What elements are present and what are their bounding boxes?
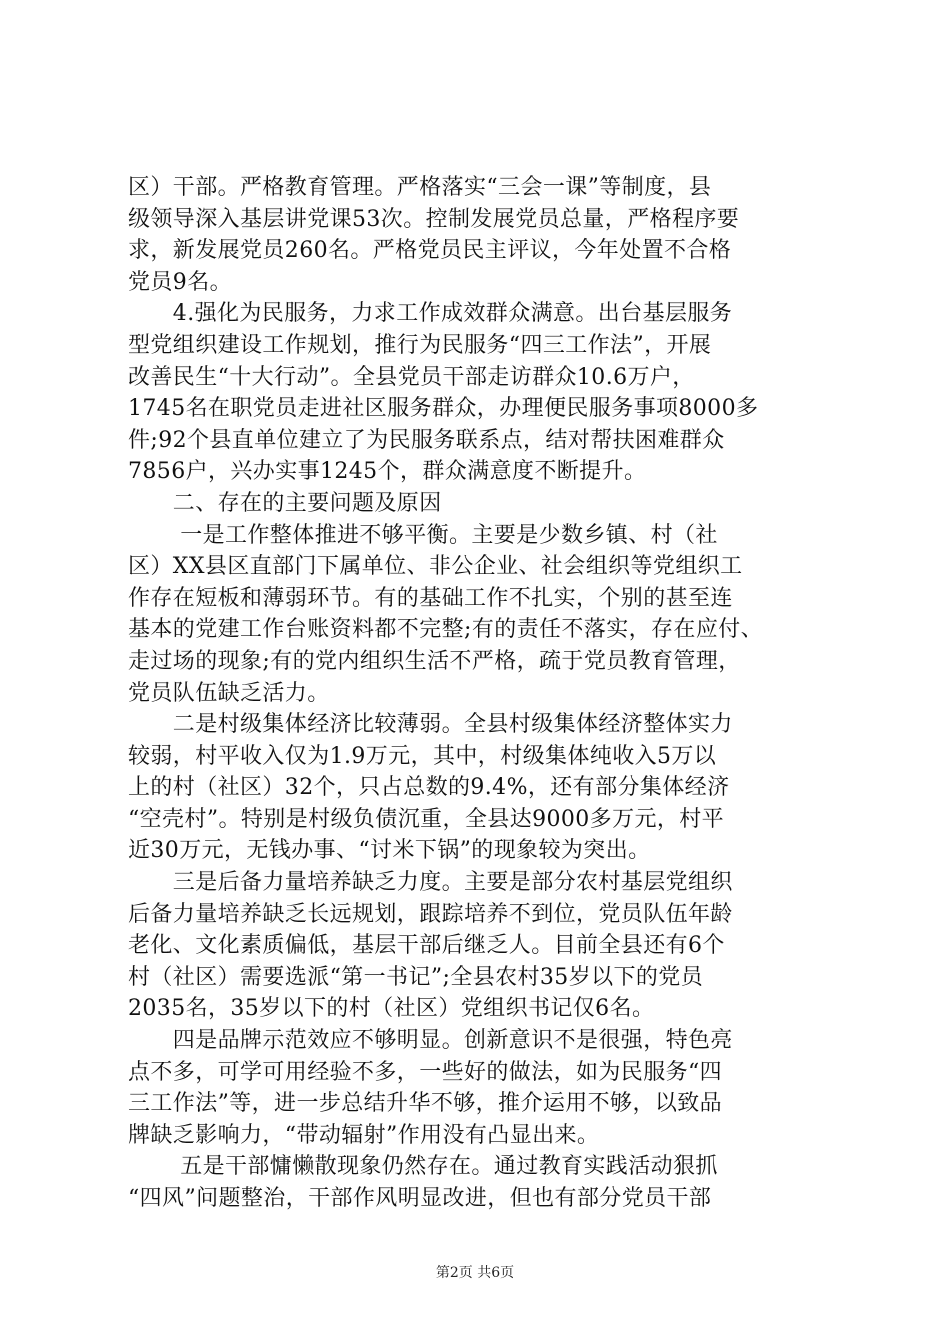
text-line: 求，新发展党员260名。严格党员民主评议，今年处置不合格 — [128, 238, 732, 264]
text-line: 较弱，村平收入仅为1.9万元，其中，村级集体纯收入5万以 — [128, 743, 717, 769]
text-line: 一是工作整体推进不够平衡。主要是少数乡镇、村（社 — [128, 522, 718, 548]
text-line: 上的村（社区）32个，只占总数的9.4%，还有部分集体经济 — [128, 775, 730, 801]
text-line: 区）干部。严格教育管理。严格落实“三会一课”等制度，县 — [128, 175, 712, 200]
text-line: 2035名，35岁以下的村（社区）党组织书记仅6名。 — [128, 996, 655, 1022]
text-line: 四是品牌示范效应不够明显。创新意识不是很强，特色亮 — [128, 1028, 733, 1054]
text-line: 级领导深入基层讲党课53次。控制发展党员总量，严格程序要 — [128, 206, 740, 232]
text-line: 区）XX县区直部门下属单位、非公企业、社会组织等党组织工 — [128, 554, 743, 580]
text-line: 老化、文化素质偏低，基层干部后继乏人。目前全县还有6个 — [128, 933, 725, 959]
text-line: “四风”问题整治，干部作风明显改进，但也有部分党员干部 — [128, 1186, 712, 1211]
document-body — [128, 172, 828, 1215]
text-line: 后备力量培养缺乏长远规划，跟踪培养不到位，党员队伍年龄 — [128, 901, 733, 927]
text-line: 党员9名。 — [128, 269, 232, 295]
page-number-footer: 第2页 共6页 — [435, 1265, 515, 1281]
section-heading: 二、存在的主要问题及原因 — [128, 490, 442, 516]
text-line: 7856户，兴办实事1245个，群众满意度不断提升。 — [128, 459, 647, 485]
text-line: 改善民生“十大行动”。全县党员干部走访群众10.6万户， — [128, 364, 695, 390]
text-line: 党员队伍缺乏活力。 — [128, 680, 330, 706]
text-line: 4.强化为民服务，力求工作成效群众满意。出台基层服务 — [128, 301, 733, 327]
text-line: 件;92个县直单位建立了为民服务联系点，结对帮扶困难群众 — [128, 427, 725, 453]
text-line: 五是干部慵懒散现象仍然存在。通过教育实践活动狠抓 — [128, 1154, 718, 1180]
text-line: “空壳村”。特别是村级负债沉重，全县达9000多万元，村平 — [128, 806, 725, 832]
text-line: 近30万元，无钱办事、“讨米下锅”的现象较为突出。 — [128, 838, 651, 864]
text-line: 型党组织建设工作规划，推行为民服务“四三工作法”，开展 — [128, 332, 712, 358]
text-line: 1745名在职党员走进社区服务群众，办理便民服务事项8000多 — [128, 396, 759, 422]
text-line: 村（社区）需要选派“第一书记”;全县农村35岁以下的党员 — [128, 964, 704, 990]
text-line: 牌缺乏影响力，“带动辐射”作用没有凸显出来。 — [128, 1122, 600, 1148]
text-line: 三是后备力量培养缺乏力度。主要是部分农村基层党组织 — [128, 870, 733, 896]
text-line: 基本的党建工作台账资料都不完整;有的责任不落实，存在应付、 — [128, 617, 764, 643]
text-line: 三工作法”等，进一步总结升华不够，推介运用不够，以致品 — [128, 1091, 723, 1117]
text-line: 作存在短板和薄弱环节。有的基础工作不扎实，个别的甚至连 — [128, 585, 733, 611]
text-line: 走过场的现象;有的党内组织生活不严格，疏于党员教育管理， — [128, 648, 741, 674]
text-line: 点不多，可学可用经验不多，一些好的做法，如为民服务“四 — [128, 1059, 723, 1085]
text-line: 二是村级集体经济比较薄弱。全县村级集体经济整体实力 — [128, 712, 733, 738]
